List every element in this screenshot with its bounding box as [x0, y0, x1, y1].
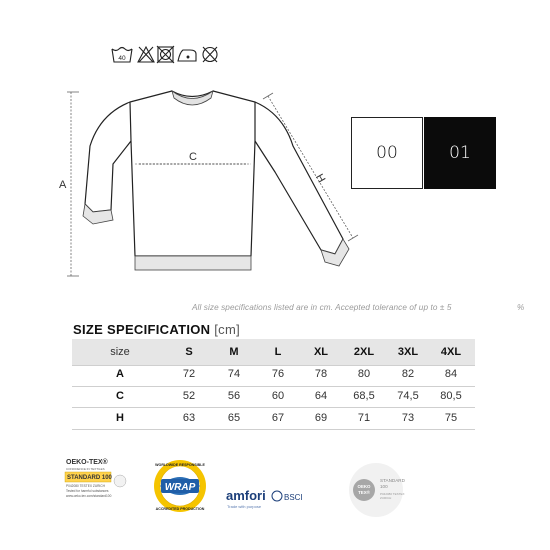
- svg-text:OEKO-TEX®: OEKO-TEX®: [66, 459, 108, 466]
- cell-a-xl: 78: [314, 368, 328, 380]
- size-spec-unit: [cm]: [214, 322, 241, 337]
- svg-text:100: 100: [380, 484, 388, 489]
- no-bleach-icon: [138, 47, 154, 62]
- oekotex-seal-icon: [114, 475, 126, 487]
- cell-c-xl: 64: [314, 390, 328, 402]
- no-dry-clean-icon: [203, 47, 217, 62]
- header-l: L: [274, 346, 282, 358]
- collar-rib: [172, 91, 213, 105]
- oekotex-standard-100-logo: [349, 463, 406, 517]
- header-size: size: [110, 346, 130, 358]
- row-label-a: A: [116, 368, 124, 380]
- measure-h: [263, 93, 358, 241]
- svg-text:WRAP: WRAP: [164, 482, 196, 493]
- cell-c-s: 52: [182, 390, 196, 402]
- header-3xl: 3XL: [397, 346, 419, 358]
- color-swatch-00[interactable]: [351, 117, 423, 189]
- cell-c-3xl: 74,5: [397, 390, 419, 402]
- svg-text:CONFIDENCE IN TEXTILES: CONFIDENCE IN TEXTILES: [66, 467, 105, 471]
- wash-40-icon: [112, 48, 132, 63]
- left-cuff: [83, 204, 113, 224]
- header-xl: XL: [313, 346, 329, 358]
- cell-a-s: 72: [182, 368, 196, 380]
- svg-text:Trade with purpose: Trade with purpose: [227, 504, 262, 509]
- row-divider: [72, 407, 475, 408]
- wrap-logo: [154, 460, 206, 512]
- cell-a-3xl: 82: [401, 368, 415, 380]
- cell-a-l: 76: [271, 368, 285, 380]
- cell-h-m: 65: [227, 412, 241, 424]
- size-spec-title: [73, 322, 240, 337]
- header-s: S: [185, 346, 193, 358]
- sweatshirt-diagram: [55, 84, 370, 284]
- label-a: A: [59, 179, 67, 191]
- label-c: C: [189, 151, 197, 163]
- svg-text:P042080 TESTEX ZURICH: P042080 TESTEX ZURICH: [66, 484, 105, 488]
- cell-a-4xl: 84: [444, 368, 458, 380]
- header-m: M: [229, 346, 239, 358]
- header-4xl: 4XL: [440, 346, 462, 358]
- cell-h-4xl: 75: [444, 412, 458, 424]
- header-2xl: 2XL: [353, 346, 375, 358]
- color-code-01: 01: [449, 143, 471, 163]
- svg-text:BSCI: BSCI: [284, 493, 303, 502]
- cell-a-m: 74: [227, 368, 241, 380]
- tolerance-percent: %: [517, 303, 525, 312]
- right-cuff: [321, 239, 349, 266]
- svg-text:WORLDWIDE RESPONSIBLE: WORLDWIDE RESPONSIBLE: [155, 463, 205, 467]
- label-h: H: [312, 172, 328, 185]
- oekotex-label-logo: [65, 458, 126, 498]
- svg-text:P042080 TESTEX: P042080 TESTEX: [380, 492, 405, 496]
- row-label-h: H: [116, 412, 124, 424]
- cell-c-l: 60: [271, 390, 285, 402]
- row-divider: [72, 429, 475, 430]
- cell-a-2xl: 80: [357, 368, 371, 380]
- sweatshirt-outline: [85, 91, 343, 256]
- svg-text:ACCREDITED PRODUCTION: ACCREDITED PRODUCTION: [155, 507, 205, 511]
- svg-text:STANDARD 100: STANDARD 100: [67, 475, 112, 481]
- cell-h-l: 67: [271, 412, 285, 424]
- svg-text:amfori: amfori: [226, 488, 266, 503]
- cell-c-4xl: 80,5: [440, 390, 462, 402]
- row-label-c: C: [116, 390, 124, 402]
- row-divider: [72, 386, 475, 387]
- tolerance-note: [192, 303, 532, 312]
- tolerance-text: All size specifications listed are in cm. Accepted tolerance of up to ± 5: [192, 303, 452, 312]
- svg-text:Tested for harmful substances: Tested for harmful substances: [66, 489, 109, 493]
- svg-text:OEKO: OEKO: [357, 484, 371, 489]
- svg-text:ZURICH: ZURICH: [380, 496, 392, 500]
- color-swatch-01[interactable]: [424, 117, 496, 189]
- no-tumble-dry-icon: [157, 46, 174, 63]
- svg-text:TEX®: TEX®: [358, 490, 370, 495]
- care-symbols: [110, 42, 222, 66]
- size-spec-title-text: SIZE SPECIFICATION: [73, 322, 211, 337]
- svg-text:40: 40: [118, 55, 126, 62]
- cell-h-xl: 69: [314, 412, 328, 424]
- cell-c-2xl: 68,5: [353, 390, 375, 402]
- cell-h-3xl: 73: [401, 412, 415, 424]
- row-divider: [72, 365, 475, 366]
- certification-logos: [0, 450, 550, 530]
- hem-rib: [135, 256, 251, 270]
- svg-text:www.oeko-tex.com/standard100: www.oeko-tex.com/standard100: [66, 494, 112, 498]
- iron-low-icon: [178, 50, 196, 61]
- amfori-bsci-logo: [226, 488, 303, 509]
- cell-h-s: 63: [182, 412, 196, 424]
- measure-a: [67, 92, 79, 276]
- cell-c-m: 56: [227, 390, 241, 402]
- cell-h-2xl: 71: [357, 412, 371, 424]
- size-table: [72, 339, 475, 430]
- color-code-00: 00: [376, 143, 398, 163]
- svg-text:STANDARD: STANDARD: [380, 478, 405, 483]
